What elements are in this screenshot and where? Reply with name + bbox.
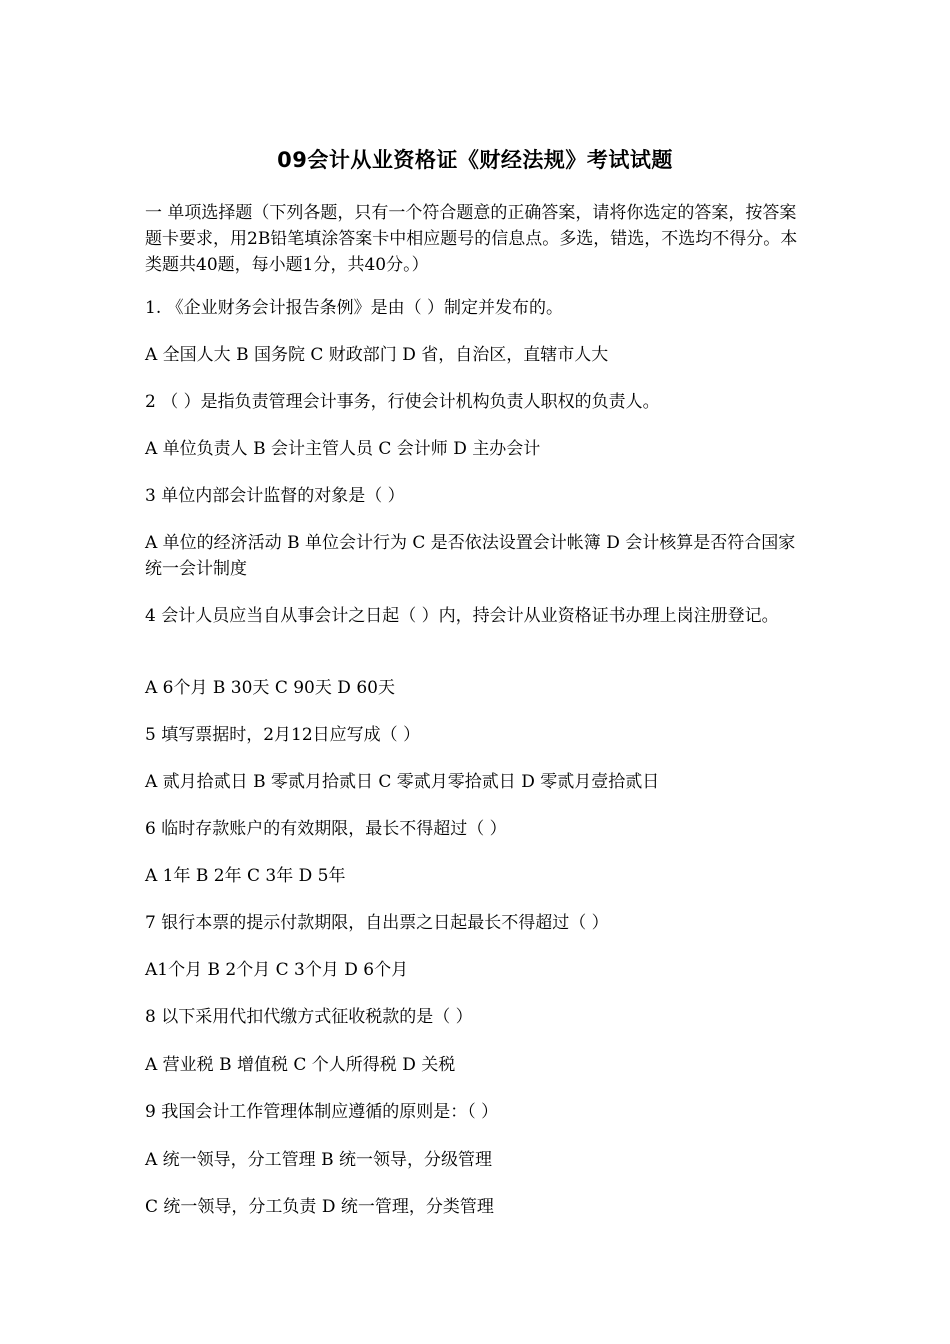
- question-9: 9 我国会计工作管理体制应遵循的原则是：（ ）: [145, 1102, 499, 1122]
- question-4-options: A 6个月 B 30天 C 90天 D 60天: [145, 678, 395, 698]
- intro-paragraph: 一 单项选择题（下列各题，只有一个符合题意的正确答案，请将你选定的答案，按答案题卡要求，用2B铅笔填涂答案卡中相应题号的信息点。多选，错选，不选均不得分。本类题共40题，每小题1分，共40分。）: [145, 203, 798, 275]
- question-8: 8 以下采用代扣代缴方式征收税款的是（ ）: [145, 1007, 473, 1027]
- document-title: 09会计从业资格证《财经法规》考试试题: [277, 148, 673, 172]
- question-7: 7 银行本票的提示付款期限，自出票之日起最长不得超过（ ）: [145, 913, 609, 933]
- question-9-options-2: C 统一领导，分工负责 D 统一管理，分类管理: [145, 1197, 494, 1217]
- question-2-options: A 单位负责人 B 会计主管人员 C 会计师 D 主办会计: [145, 439, 541, 459]
- question-9-options-1: A 统一领导，分工管理 B 统一领导，分级管理: [145, 1150, 492, 1170]
- question-4: 4 会计人员应当自从事会计之日起（ ）内，持会计从业资格证书办理上岗注册登记。: [145, 606, 779, 626]
- question-2: 2 （ ）是指负责管理会计事务，行使会计机构负责人职权的负责人。: [145, 392, 660, 412]
- question-6-options: A 1年 B 2年 C 3年 D 5年: [145, 866, 346, 886]
- question-3: 3 单位内部会计监督的对象是（ ）: [145, 486, 405, 506]
- question-1: 1. 《企业财务会计报告条例》是由（ ）制定并发布的。: [145, 298, 564, 318]
- question-1-options: A 全国人大 B 国务院 C 财政部门 D 省，自治区，直辖市人大: [145, 345, 609, 365]
- question-3-options: A 单位的经济活动 B 单位会计行为 C 是否依法设置会计帐簿 D 会计核算是否符合国家统一会计制度: [145, 533, 796, 579]
- question-5: 5 填写票据时，2月12日应写成（ ）: [145, 725, 421, 745]
- question-5-options: A 贰月拾贰日 B 零贰月拾贰日 C 零贰月零拾贰日 D 零贰月壹拾贰日: [145, 772, 660, 792]
- question-7-options: A1个月 B 2个月 C 3个月 D 6个月: [145, 960, 409, 980]
- question-8-options: A 营业税 B 增值税 C 个人所得税 D 关税: [145, 1055, 456, 1075]
- question-6: 6 临时存款账户的有效期限，最长不得超过（ ）: [145, 819, 507, 839]
